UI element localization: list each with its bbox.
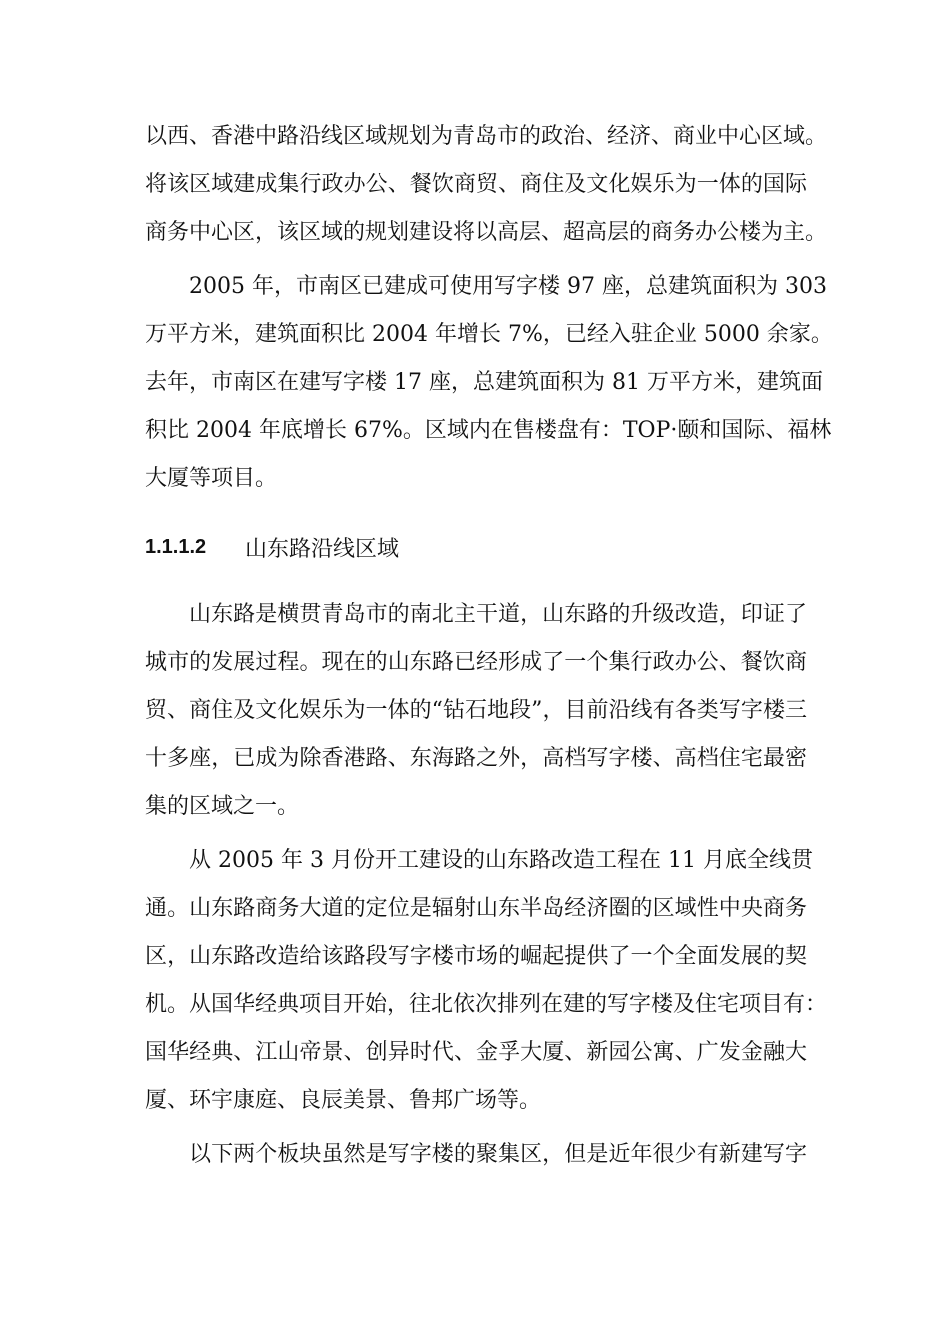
text-line: 集的区域之一。: [145, 794, 300, 819]
text-line: 区，山东路改造给该路段写字楼市场的崛起提供了一个全面发展的契: [145, 944, 807, 969]
text-line: 积比 2004 年底增长 67%。区域内在售楼盘有：TOP·颐和国际、福林: [145, 418, 832, 443]
paragraph-4: [145, 837, 828, 1125]
section-heading: [145, 523, 807, 571]
paragraph-2: [145, 263, 833, 503]
text-line: 从 2005 年 3 月份开工建设的山东路改造工程在 11 月底全线贯: [189, 848, 813, 873]
paragraph-1: [145, 113, 828, 257]
text-line: 以西、香港中路沿线区域规划为青岛市的政治、经济、商业中心区域。: [145, 124, 828, 149]
text-line: 以下两个板块虽然是写字楼的聚集区，但是近年很少有新建写字: [189, 1142, 807, 1167]
text-line: 国华经典、江山帝景、创异时代、金孚大厦、新园公寓、广发金融大: [145, 1040, 807, 1065]
section-number: 1.1.1.2: [145, 535, 207, 558]
text-line: 将该区域建成集行政办公、餐饮商贸、商住及文化娱乐为一体的国际: [145, 172, 807, 197]
document-body: [145, 113, 833, 1179]
text-line: 十多座，已成为除香港路、东海路之外，高档写字楼、高档住宅最密: [145, 746, 807, 771]
text-line: 贸、商住及文化娱乐为一体的“钻石地段”，目前沿线有各类写字楼三: [145, 698, 807, 723]
text-line: 商务中心区，该区域的规划建设将以高层、超高层的商务办公楼为主。: [145, 220, 828, 245]
paragraph-5: [145, 1131, 807, 1179]
text-line: 2005 年，市南区已建成可使用写字楼 97 座，总建筑面积为 303: [189, 274, 827, 299]
section-title: 山东路沿线区域: [245, 536, 400, 562]
text-line: 城市的发展过程。现在的山东路已经形成了一个集行政办公、餐饮商: [145, 650, 807, 675]
text-line: 机。从国华经典项目开始，往北依次排列在建的写字楼及住宅项目有：: [145, 992, 828, 1017]
text-line: 山东路是横贯青岛市的南北主干道，山东路的升级改造，印证了: [189, 602, 807, 627]
text-line: 去年，市南区在建写字楼 17 座，总建筑面积为 81 万平方米，建筑面: [145, 370, 823, 395]
text-line: 厦、环宇康庭、良辰美景、鲁邦广场等。: [145, 1088, 542, 1113]
text-line: 通。山东路商务大道的定位是辐射山东半岛经济圈的区域性中央商务: [145, 896, 807, 921]
text-line: 大厦等项目。: [145, 466, 278, 491]
paragraph-3: [145, 591, 807, 831]
text-line: 万平方米，建筑面积比 2004 年增长 7%，已经入驻企业 5000 余家。: [145, 322, 833, 347]
